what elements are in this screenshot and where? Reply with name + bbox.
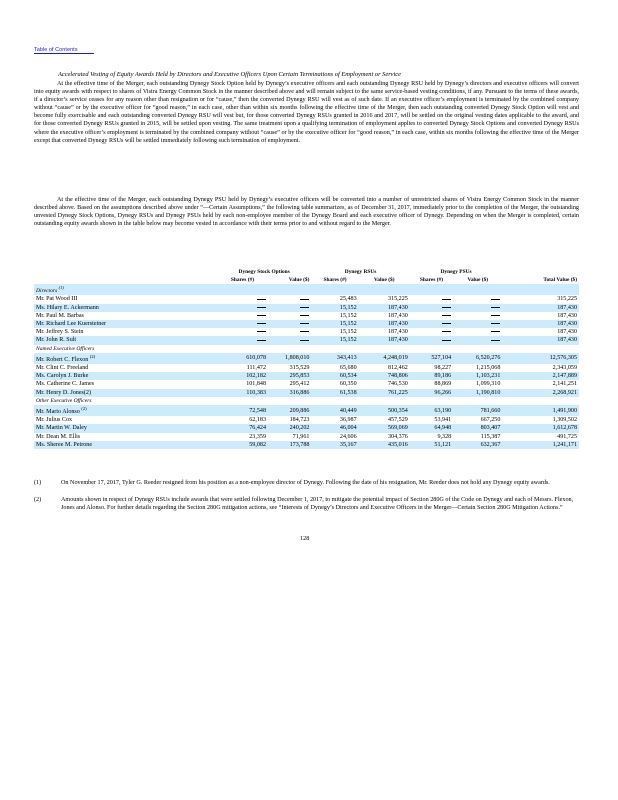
person-name-text: Mr. Martin W. Daley <box>36 425 87 432</box>
cell-psu-shares <box>410 312 453 320</box>
section-label <box>34 397 579 405</box>
cell-total: 187,430 <box>557 329 577 336</box>
cell-rsu-shares: 15,152 <box>311 336 358 344</box>
cell-psu-value: 1,103,231 <box>453 372 502 380</box>
cell-total: 1,491,900 <box>502 405 579 416</box>
cell-rsu-shares: 65,680 <box>339 365 357 372</box>
cell-so-shares <box>217 312 268 320</box>
cell-psu-shares <box>410 328 453 336</box>
table-row <box>34 328 579 336</box>
section-heading: Accelerated Vesting of Equity Awards Held by Directors and Executive Officers Upon Certain Terminations of Employment or Service <box>58 71 401 78</box>
person-name-text: Mr. Pat Wood III <box>36 296 78 303</box>
cell-so-value <box>268 312 311 320</box>
em-dash <box>257 307 266 308</box>
person-name-text: Mr. Paul M. Barbas <box>36 312 84 319</box>
header-total-value: Total Value ($) <box>543 277 577 284</box>
cell-total: 2,141,251 <box>552 381 577 388</box>
cell-psu-shares: 63,190 <box>410 405 453 416</box>
person-name-text: Mr. Robert C. Flexon <box>36 356 89 363</box>
cell-so-value <box>268 295 311 303</box>
person-name-text: Ms. Hilary E. Ackermann <box>36 304 99 311</box>
table-row <box>34 416 579 424</box>
cell-so-value <box>268 320 311 328</box>
footnote-text: On November 17, 2017, Tyler G. Reeder resigned from his position as a non-employee director of Dynegy. Following the date of his resignation, Mr. Reeder does not hold any Dynegy equity awards. <box>61 480 550 486</box>
cell-total: 1,241,171 <box>502 441 579 449</box>
section-label-text: Other Executive Officers <box>36 397 92 404</box>
cell-rsu-value: 500,354 <box>359 405 410 416</box>
cell-total: 187,430 <box>502 320 579 328</box>
cell-so-shares: 59,082 <box>217 441 268 449</box>
em-dash <box>257 299 266 300</box>
cell-rsu-value: 187,430 <box>359 336 410 344</box>
footnote-2 <box>34 496 579 512</box>
footnote-1 <box>34 479 579 487</box>
cell-rsu-value: 457,529 <box>387 417 408 424</box>
header-rsu-value: Value ($) <box>373 277 395 284</box>
cell-total: 1,612,678 <box>502 424 579 432</box>
header-spacer <box>502 268 579 276</box>
cell-so-shares <box>217 304 268 312</box>
cell-total: 2,147,889 <box>502 372 579 380</box>
em-dash <box>442 340 451 341</box>
person-name <box>34 353 217 364</box>
person-name <box>34 405 217 416</box>
cell-rsu-value: 187,430 <box>387 312 408 319</box>
section-header-row <box>34 284 579 295</box>
person-name-text: Mr. Clint C. Freeland <box>36 365 89 372</box>
cell-total: 315,225 <box>557 296 577 303</box>
cell-so-shares: 102,182 <box>217 372 268 380</box>
paragraph-text: At the effective time of the Merger, each outstanding Dynegy PSU held by Dynegy’s executive officers will be converted into a number of unrestricted shares of Vistra Energy Common Stock in the manner described above. Based on the assumptions described above under “—Certain Assumptions,” the following table summarizes, as of December 31, 2017, immediately prior to the completion of the Merger, the outstanding unvested Dynegy Stock Options, Dynegy RSUs and Dynegy PSUs held by each non-employee member of the Dynegy Board and each executive officer of Dynegy. Depending on when the Merger is completed, certain outstanding equity awards shown in the table below may become vested in accordance with their terms prior to and without regard to the Merger. <box>34 197 579 228</box>
cell-psu-shares: 88,869 <box>434 381 452 388</box>
cell-so-shares: 111,472 <box>246 365 266 372</box>
footnote-text: Amounts shown in respect of Dynegy RSUs include awards that were settled following December 1, 2017, to mitigate the potential impact of Section 280G of the Code on Dynegy and each of Messrs. Flexon, Jones and Alonso. For further details regarding the Section 280G mitigation actions, see “Interests of Dynegy’s Directors and Executive Officers in the Merger—Certain Section 280G Mitigation Actions.” <box>61 497 574 512</box>
person-name-text: Ms. Sheree M. Petrone <box>36 441 93 448</box>
cell-rsu-shares: 60,534 <box>311 372 358 380</box>
cell-rsu-shares: 15,152 <box>339 312 357 319</box>
cell-psu-shares: 89,186 <box>410 372 453 380</box>
page-number: 128 <box>300 535 310 542</box>
person-name <box>34 380 217 388</box>
cell-rsu-shares: 343,413 <box>311 353 358 364</box>
person-name <box>34 416 217 424</box>
em-dash <box>442 299 451 300</box>
person-name <box>34 295 217 303</box>
cell-rsu-shares: 40,449 <box>311 405 358 416</box>
cell-rsu-shares: 46,004 <box>311 424 358 432</box>
cell-so-shares: 23,359 <box>249 433 266 440</box>
table-row <box>34 405 579 416</box>
person-name <box>34 312 217 320</box>
section-header-row <box>34 397 579 405</box>
person-name-text: Mr. John R. Sult <box>36 337 77 344</box>
em-dash <box>442 315 451 316</box>
person-name <box>34 372 217 380</box>
cell-psu-shares: 64,948 <box>410 424 453 432</box>
person-name-text: Mr. Dean M. Ellis <box>36 433 81 440</box>
cell-psu-shares <box>410 304 453 312</box>
cell-rsu-value: 748,806 <box>359 372 410 380</box>
cell-psu-value: 1,190,810 <box>453 389 502 397</box>
cell-rsu-value: 315,225 <box>387 296 408 303</box>
cell-so-shares <box>217 328 268 336</box>
cell-so-value: 209,886 <box>268 405 311 416</box>
em-dash <box>300 315 309 316</box>
em-dash <box>300 307 309 308</box>
table-row <box>34 312 579 320</box>
em-dash <box>257 323 266 324</box>
cell-rsu-shares: 15,152 <box>311 320 358 328</box>
em-dash <box>257 340 266 341</box>
header-spacer <box>34 276 217 284</box>
cell-so-value <box>268 328 311 336</box>
cell-total: 187,430 <box>502 304 579 312</box>
cell-psu-value <box>453 336 502 344</box>
cell-so-value: 184,723 <box>289 417 310 424</box>
cell-psu-value: 667,250 <box>480 417 501 424</box>
cell-psu-value: 6,520,276 <box>453 353 502 364</box>
cell-total: 2,343,059 <box>552 365 577 372</box>
cell-rsu-value: 187,430 <box>359 304 410 312</box>
cell-rsu-value: 187,430 <box>359 320 410 328</box>
cell-so-value: 1,808,010 <box>268 353 311 364</box>
cell-so-shares: 610,078 <box>217 353 268 364</box>
cell-psu-value <box>453 295 502 303</box>
header-psu-shares: Shares (#) <box>419 277 444 284</box>
section-label-text: Directors <box>36 288 58 295</box>
cell-so-shares: 76,424 <box>217 424 268 432</box>
table-row <box>34 336 579 344</box>
cell-so-value: 316,886 <box>268 389 311 397</box>
cell-rsu-value: 187,430 <box>387 329 408 336</box>
cell-rsu-shares: 36,987 <box>339 417 357 424</box>
cell-so-shares <box>217 320 268 328</box>
cell-rsu-value: 304,376 <box>387 433 408 440</box>
cell-psu-shares <box>410 320 453 328</box>
cell-rsu-value: 761,225 <box>359 389 410 397</box>
section-label-text: Named Executive Officers <box>36 345 95 352</box>
cell-total: 12,576,305 <box>502 353 579 364</box>
table-row <box>34 389 579 397</box>
person-name-text: Mr. Richard Lee Kuersteiner <box>36 321 107 328</box>
cell-total: 187,430 <box>557 312 577 319</box>
table-row <box>34 304 579 312</box>
cell-psu-shares: 527,104 <box>410 353 453 364</box>
cell-so-value: 71,961 <box>292 433 310 440</box>
header-stock-options: Dynegy Stock Options <box>238 269 290 275</box>
cell-so-shares <box>217 295 268 303</box>
em-dash <box>442 331 451 332</box>
table-row <box>34 441 579 449</box>
footnote-mark: (2) <box>34 497 42 503</box>
em-dash <box>491 340 500 341</box>
em-dash <box>442 307 451 308</box>
cell-psu-shares <box>410 336 453 344</box>
cell-psu-value <box>453 328 502 336</box>
cell-rsu-shares: 24,606 <box>339 433 357 440</box>
em-dash <box>491 315 500 316</box>
cell-so-value: 315,529 <box>289 365 310 372</box>
person-name-text: Ms. Catherine C. James <box>36 381 95 388</box>
section-header-row <box>34 345 579 353</box>
table-row <box>34 433 579 441</box>
cell-psu-value <box>453 304 502 312</box>
person-name <box>34 336 217 344</box>
footnote-reference: (2) <box>89 353 96 359</box>
footnote-mark: (1) <box>34 480 42 486</box>
table-row <box>34 353 579 364</box>
person-name <box>34 364 217 372</box>
cell-rsu-shares: 25,483 <box>339 296 357 303</box>
cell-psu-shares: 96,266 <box>410 389 453 397</box>
table-body <box>34 284 579 449</box>
em-dash <box>491 299 500 300</box>
cell-so-shares: 62,183 <box>249 417 266 424</box>
person-name-text: Mr. Mario Alonso <box>36 409 80 416</box>
table-row <box>34 320 579 328</box>
footnote-reference: (2) <box>81 406 87 412</box>
cell-so-value: 295,853 <box>268 372 311 380</box>
cell-psu-value: 803,407 <box>453 424 502 432</box>
cell-rsu-value: 569,069 <box>359 424 410 432</box>
cell-rsu-shares: 15,152 <box>311 304 358 312</box>
header-psus: Dynegy PSUs <box>440 269 472 275</box>
header-rsus: Dynegy RSUs <box>344 269 377 275</box>
table-row <box>34 295 579 303</box>
cell-rsu-value: 435,016 <box>359 441 410 449</box>
em-dash <box>300 340 309 341</box>
em-dash <box>257 331 266 332</box>
cell-total: 1,309,502 <box>552 417 577 424</box>
cell-so-value <box>268 336 311 344</box>
equity-awards-table <box>34 268 579 449</box>
em-dash <box>491 331 500 332</box>
cell-rsu-value: 4,248,019 <box>359 353 410 364</box>
cell-psu-shares <box>410 295 453 303</box>
cell-rsu-shares: 35,167 <box>311 441 358 449</box>
person-name-text: Mr. Henry D. Jones(2) <box>36 389 92 396</box>
table-row <box>34 380 579 388</box>
cell-psu-value: 115,387 <box>480 433 501 440</box>
table-row <box>34 424 579 432</box>
cell-so-value: 173,788 <box>268 441 311 449</box>
header-so-value: Value ($) <box>288 277 310 284</box>
person-name-text: Ms. Carolyn J. Burke <box>36 373 89 380</box>
em-dash <box>491 323 500 324</box>
cell-rsu-value: 812,462 <box>387 365 408 372</box>
cell-so-shares <box>217 336 268 344</box>
cell-so-value: 240,202 <box>268 424 311 432</box>
footnote-reference: (1) <box>58 285 64 291</box>
em-dash <box>300 323 309 324</box>
header-rsu-shares: Shares (#) <box>323 277 347 284</box>
cell-rsu-value: 746,530 <box>387 381 408 388</box>
cell-rsu-shares: 60,350 <box>339 381 357 388</box>
cell-so-shares: 72,548 <box>217 405 268 416</box>
person-name <box>34 328 217 336</box>
cell-psu-value <box>453 320 502 328</box>
person-name <box>34 320 217 328</box>
paragraph-stock-options-rsus <box>34 80 579 145</box>
em-dash <box>300 299 309 300</box>
header-spacer <box>34 268 217 276</box>
paragraph-text: At the effective time of the Merger, each outstanding Dynegy Stock Option held by Dynegy’s executive officers and each outstanding Dynegy RSU held by Dynegy’s directors and executive officers will convert into equity awards with respect to shares of Vistra Energy Common Stock in the manner described above and will remain subject to the same service-based vesting conditions, if any. Pursuant to the terms of these awards, if a director’s service ceases for any reason other than resignation or for “cause,” then the converted Dynegy RSU will vest as of such date. If an executive officer’s employment is terminated by the combined company without “cause” or by the executive officer for “good reason,” in each case, other than within six months following the effective time of the Merger, then each outstanding converted Dynegy Stock Option will vest and become fully exercisable and each outstanding converted Dynegy RSU will vest but, for those converted Dynegy RSUs granted in 2016 and 2017, will be settled on the original vesting dates applicable to the award, and for those converted Dynegy RSUs granted in 2015, will be settled upon vesting. The same treatment upon a qualifying termination of employment applies to converted Dynegy Stock Options and converted Dynegy RSUs where the executive officer’s employment is terminated by the combined company without “cause” or by the executive officer for “good reason,” in each case, within six months following the effective time of the Merger except that converted Dynegy RSUs will be settled immediately following such termination of employment. <box>34 81 579 144</box>
cell-psu-shares: 51,121 <box>410 441 453 449</box>
person-name <box>34 433 217 441</box>
person-name <box>34 304 217 312</box>
person-name <box>34 424 217 432</box>
table-of-contents-link[interactable]: Table of Contents <box>34 47 94 54</box>
paragraph-psus <box>34 196 579 228</box>
em-dash <box>257 315 266 316</box>
cell-psu-shares: 9,328 <box>437 433 452 440</box>
sub-header-row <box>34 276 579 284</box>
cell-rsu-shares: 61,538 <box>311 389 358 397</box>
table-row <box>34 372 579 380</box>
cell-so-shares: 110,383 <box>217 389 268 397</box>
person-name-text: Mr. Jeffrey S. Stein <box>36 329 84 336</box>
header-so-shares: Shares (#) <box>230 277 255 284</box>
person-name <box>34 389 217 397</box>
section-label <box>34 284 579 295</box>
cell-rsu-shares: 15,152 <box>339 329 357 336</box>
em-dash <box>491 307 500 308</box>
header-psu-value: Value ($) <box>467 277 489 284</box>
em-dash <box>300 331 309 332</box>
cell-so-value: 295,412 <box>289 381 310 388</box>
cell-total: 491,725 <box>557 433 577 440</box>
cell-psu-shares: 53,941 <box>434 417 452 424</box>
cell-psu-value <box>453 312 502 320</box>
cell-psu-value: 1,099,310 <box>476 381 501 388</box>
em-dash <box>442 323 451 324</box>
cell-psu-value: 1,215,068 <box>476 365 501 372</box>
cell-so-shares: 101,848 <box>246 381 266 388</box>
person-name <box>34 441 217 449</box>
cell-so-value <box>268 304 311 312</box>
person-name-text: Mr. Julius Cox <box>36 417 73 424</box>
table-row <box>34 364 579 372</box>
group-header-row <box>34 268 579 276</box>
cell-total: 187,430 <box>502 336 579 344</box>
cell-psu-shares: 98,227 <box>434 365 452 372</box>
cell-psu-value: 781,660 <box>453 405 502 416</box>
cell-total: 2,268,921 <box>502 389 579 397</box>
section-label <box>34 345 579 353</box>
cell-psu-value: 632,367 <box>453 441 502 449</box>
